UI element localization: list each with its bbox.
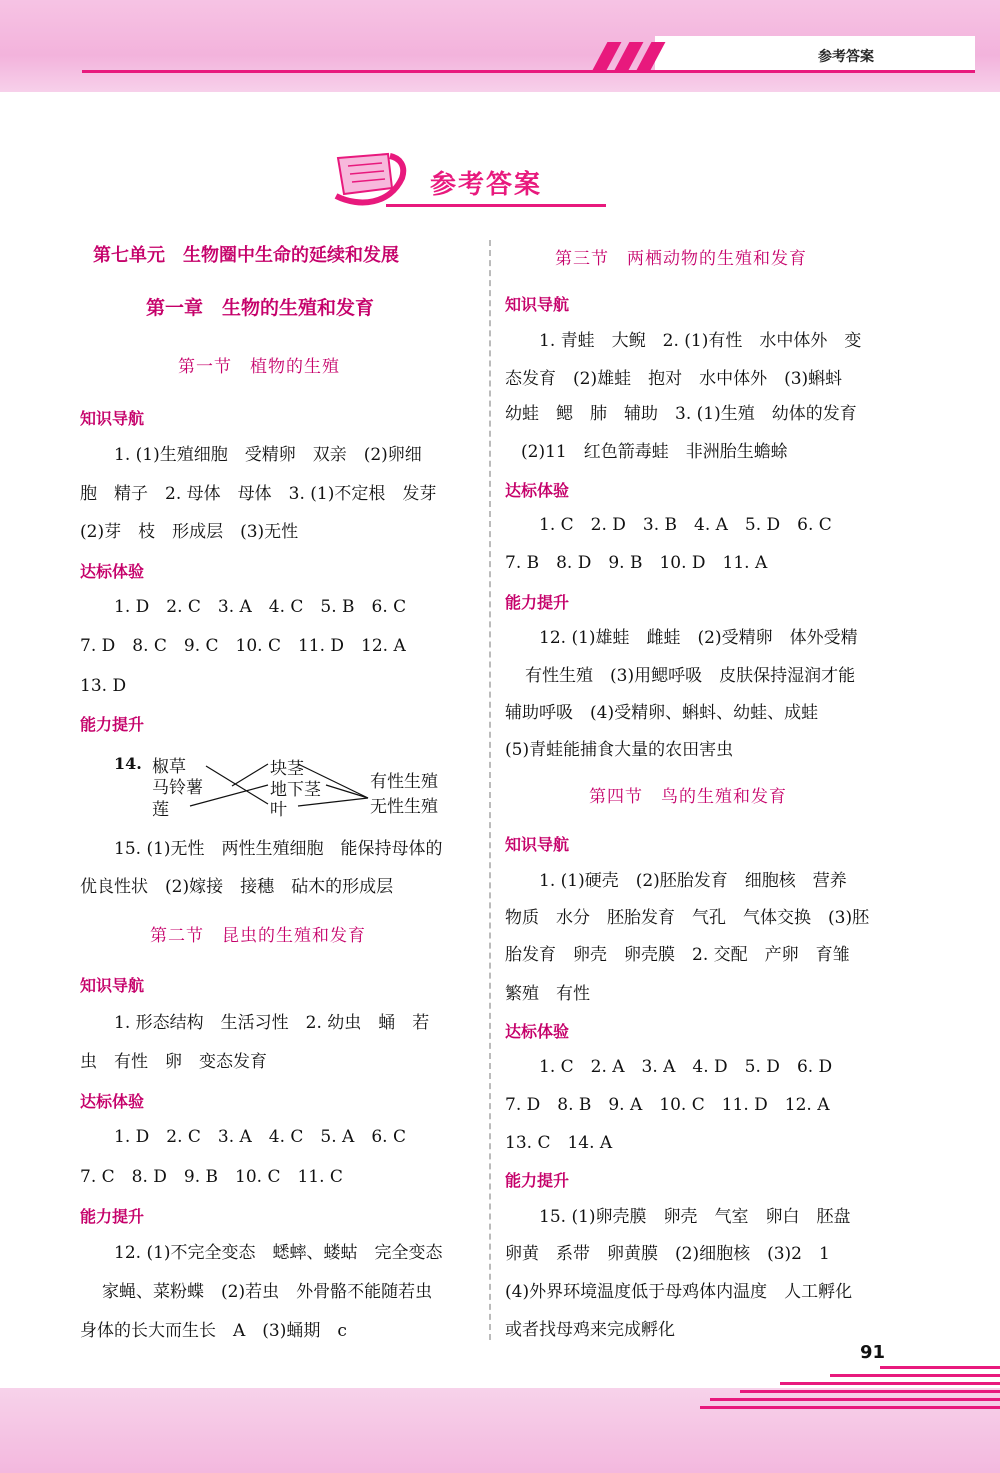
s4-improve-line: 15. (1)卵壳膜 卵壳 气室 卵白 胚盘: [539, 1207, 851, 1227]
q14-organ: 叶: [270, 800, 287, 820]
document-icon: [330, 148, 410, 208]
header-rule: [82, 70, 975, 73]
section-1-title: 第一节 植物的生殖: [178, 357, 340, 377]
s2-heading-knowledge: 知识导航: [80, 976, 145, 995]
s2-knowledge-line: 虫 有性 卵 变态发育: [80, 1052, 267, 1072]
header-tab: [655, 36, 975, 70]
page-title: 参考答案: [430, 170, 543, 200]
s3-heading-practice: 达标体验: [505, 481, 570, 500]
q14-matching-diagram: [114, 752, 494, 818]
s1-heading-knowledge: 知识导航: [80, 409, 145, 428]
s3-knowledge-line: (2)11 红色箭毒蛙 非洲胎生蟾蜍: [521, 442, 788, 462]
q14-plant: 椒草: [152, 757, 186, 777]
s2-heading-improve: 能力提升: [80, 1207, 145, 1226]
s4-practice-line: 1. C 2. A 3. A 4. D 5. D 6. D: [539, 1057, 833, 1077]
s3-improve-line: 有性生殖 (3)用鳃呼吸 皮肤保持湿润才能: [525, 666, 856, 686]
s4-knowledge-line: 1. (1)硬壳 (2)胚胎发育 细胞核 营养: [539, 871, 847, 891]
q14-plant: 马铃薯: [152, 778, 203, 798]
q14-organ: 地下茎: [270, 780, 321, 800]
s3-heading-improve: 能力提升: [505, 593, 570, 612]
section-3-title: 第三节 两栖动物的生殖和发育: [555, 249, 807, 269]
s4-knowledge-line: 胎发育 卵壳 卵壳膜 2. 交配 产卵 育雏: [505, 945, 850, 965]
s4-heading-practice: 达标体验: [505, 1022, 570, 1041]
s2-practice-line: 1. D 2. C 3. A 4. C 5. A 6. C: [114, 1127, 406, 1147]
s4-improve-line: 卵黄 系带 卵黄膜 (2)细胞核 (3)2 1: [505, 1244, 830, 1264]
s4-heading-improve: 能力提升: [505, 1171, 570, 1190]
chapter-title: 第一章 生物的生殖和发育: [146, 297, 375, 319]
s2-knowledge-line: 1. 形态结构 生活习性 2. 幼虫 蛹 若: [114, 1013, 430, 1033]
s1-knowledge-line: 胞 精子 2. 母体 母体 3. (1)不定根 发芽: [80, 484, 437, 504]
s1-heading-practice: 达标体验: [80, 562, 145, 581]
s1-heading-improve: 能力提升: [80, 715, 145, 734]
section-4-title: 第四节 鸟的生殖和发育: [589, 787, 787, 807]
s3-improve-line: (5)青蛙能捕食大量的农田害虫: [505, 740, 734, 760]
s1-practice-line: 13. D: [80, 676, 127, 696]
s4-practice-line: 13. C 14. A: [505, 1133, 613, 1153]
s2-improve-line: 家蝇、菜粉蝶 (2)若虫 外骨骼不能随若虫: [102, 1282, 433, 1302]
s1-practice-line: 7. D 8. C 9. C 10. C 11. D 12. A: [80, 636, 406, 656]
title-underline: [386, 204, 606, 207]
s2-heading-practice: 达标体验: [80, 1092, 145, 1111]
q14-plant: 莲: [152, 800, 169, 820]
s2-improve-line: 12. (1)不完全变态 蟋蟀、蝼蛄 完全变态: [114, 1243, 443, 1263]
s2-improve-line: 身体的长大而生长 A (3)蛹期 c: [80, 1321, 347, 1341]
s4-improve-line: (4)外界环境温度低于母鸡体内温度 人工孵化: [505, 1282, 853, 1302]
s3-heading-knowledge: 知识导航: [505, 295, 570, 314]
s1-knowledge-line: 1. (1)生殖细胞 受精卵 双亲 (2)卵细: [114, 445, 422, 465]
s4-practice-line: 7. D 8. B 9. A 10. C 11. D 12. A: [505, 1095, 830, 1115]
header-label: 参考答案: [818, 49, 874, 65]
s3-knowledge-line: 态发育 (2)雄蛙 抱对 水中体外 (3)蝌蚪: [505, 369, 843, 389]
header-stripes-decoration: [590, 42, 660, 70]
s3-practice-line: 7. B 8. D 9. B 10. D 11. A: [505, 553, 768, 573]
unit-title: 第七单元 生物圈中生命的延续和发展: [93, 245, 399, 266]
s2-practice-line: 7. C 8. D 9. B 10. C 11. C: [80, 1167, 343, 1187]
s4-improve-line: 或者找母鸡来完成孵化: [505, 1320, 675, 1340]
s1-knowledge-line: (2)芽 枝 形成层 (3)无性: [80, 522, 299, 542]
s4-knowledge-line: 繁殖 有性: [505, 984, 590, 1004]
q14-connector-lines: [114, 752, 494, 818]
footer-lines-decoration: [700, 1366, 1000, 1426]
q14-organ: 块茎: [270, 759, 304, 779]
s3-knowledge-line: 1. 青蛙 大鲵 2. (1)有性 水中体外 变: [539, 331, 862, 351]
page-number: 91: [860, 1342, 886, 1363]
s4-knowledge-line: 物质 水分 胚胎发育 气孔 气体交换 (3)胚: [505, 908, 870, 928]
section-2-title: 第二节 昆虫的生殖和发育: [150, 926, 366, 946]
s1-improve-line: 15. (1)无性 两性生殖细胞 能保持母体的: [114, 839, 443, 859]
s3-improve-line: 12. (1)雄蛙 雌蛙 (2)受精卵 体外受精: [539, 628, 858, 648]
q14-type: 有性生殖: [370, 772, 438, 792]
q14-type: 无性生殖: [370, 797, 438, 817]
s3-practice-line: 1. C 2. D 3. B 4. A 5. D 6. C: [539, 515, 832, 535]
s3-improve-line: 辅助呼吸 (4)受精卵、蝌蚪、幼蛙、成蛙: [505, 703, 819, 723]
s1-improve-line: 优良性状 (2)嫁接 接穗 砧木的形成层: [80, 877, 394, 897]
s1-practice-line: 1. D 2. C 3. A 4. C 5. B 6. C: [114, 597, 407, 617]
s3-knowledge-line: 幼蛙 鳃 肺 辅助 3. (1)生殖 幼体的发育: [505, 404, 857, 424]
s4-heading-knowledge: 知识导航: [505, 835, 570, 854]
q14-number: 14.: [114, 754, 142, 773]
page-title-block: [330, 148, 630, 210]
